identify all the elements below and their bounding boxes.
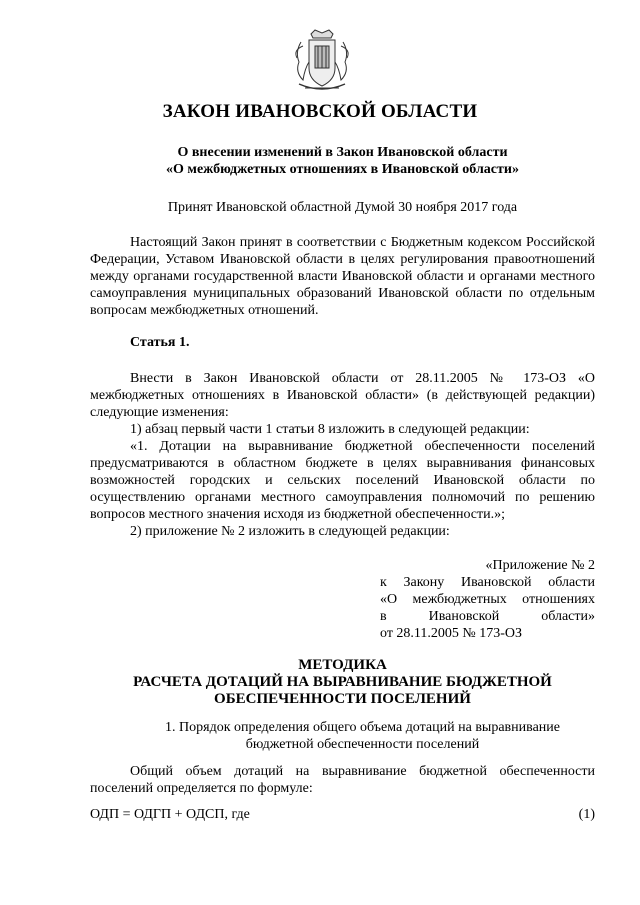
appendix-line: в Ивановской области»: [380, 609, 595, 624]
section-heading: [130, 719, 595, 753]
section-heading-line: 1. Порядок определения общего объема дотаций на выравнивание: [165, 720, 560, 735]
law-subtitle: [90, 144, 595, 178]
methodology-title-line: РАСЧЕТА ДОТАЦИЙ НА ВЫРАВНИВАНИЕ БЮДЖЕТНОЙ: [133, 674, 552, 690]
total-volume-paragraph: Общий объем дотаций на выравнивание бюджетной обеспеченности поселений определяется по формуле:: [90, 764, 595, 796]
article-paragraph: 1) абзац первый части 1 статьи 8 изложить в следующей редакции:: [130, 422, 530, 437]
appendix-line: к Закону Ивановской области: [380, 575, 595, 590]
adoption-statement: Принят Ивановской областной Думой 30 ноября 2017 года: [167, 200, 518, 215]
article-paragraph: «1. Дотации на выравнивание бюджетной обеспеченности поселений предусматриваются в областном бюджете в целях выравнивания финансовых возможностей городских и сельских поселений Ивановской области по осуществлению органами местного самоуправления полномочий по решению вопросов местного значения исходя из бюджетной обеспеченности.»;: [90, 439, 595, 522]
appendix-line: от 28.11.2005 № 173-ОЗ: [380, 626, 523, 641]
preamble-paragraph: Настоящий Закон принят в соответствии с Бюджетным кодексом Российской Федерации, Уставом Ивановской области в целях регулирования правоотношений между органами государственной власти Ивановской области и органами местного самоуправления муниципальных образований Ивановской области по отдельным вопросам межбюджетных отношений.: [90, 235, 595, 318]
formula: ОДП = ОДГП + ОДСП, где: [90, 807, 250, 822]
methodology-title: [90, 657, 595, 708]
article-paragraph: Внести в Закон Ивановской области от 28.11.2005 № 173-ОЗ «О межбюджетных отношениях в Ивановской области» (в действующей редакции) следующие изменения:: [90, 371, 595, 420]
article-paragraph: 2) приложение № 2 изложить в следующей редакции:: [130, 524, 450, 539]
law-title: ЗАКОН ИВАНОВСКОЙ ОБЛАСТИ: [162, 101, 478, 122]
article-heading: Статья 1.: [130, 335, 190, 350]
appendix-reference-block: [380, 557, 595, 642]
formula-number: (1): [578, 807, 595, 822]
article-body: [90, 370, 595, 540]
appendix-line: «О межбюджетных отношениях: [380, 592, 595, 607]
ivanovo-coat-of-arms-emblem: [291, 28, 353, 94]
methodology-title-line: ОБЕСПЕЧЕННОСТИ ПОСЕЛЕНИЙ: [214, 691, 471, 707]
subtitle-line: О внесении изменений в Закон Ивановской области: [177, 145, 508, 160]
section-heading-line: бюджетной обеспеченности поселений: [245, 737, 480, 752]
methodology-title-line: МЕТОДИКА: [298, 657, 387, 673]
formula-line: [90, 806, 595, 823]
subtitle-line: «О межбюджетных отношениях в Ивановской области»: [166, 162, 519, 177]
appendix-line: «Приложение № 2: [485, 558, 595, 573]
